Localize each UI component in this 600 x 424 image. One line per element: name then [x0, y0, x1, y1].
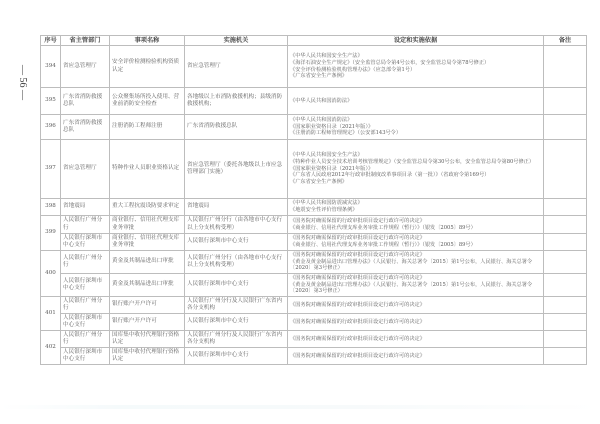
basis-line: 《黄金及黄金制品进出口管理办法》（人民银行、海关总署令〔2015〕第1号公布，人民银行、海关总署令〔2020〕第3号修正）: [290, 281, 533, 295]
agency-cell: 人民银行广州分行（由各地市中心支行以上分支机构受理）: [185, 251, 288, 274]
basis-line: 《地震安全性评价管理条例》: [290, 207, 358, 213]
agency-cell: 人民银行深圳市中心支行: [185, 234, 288, 251]
basis-line: 《中华人民共和国安全生产法》: [290, 152, 363, 159]
approval-items-table: [40, 35, 587, 365]
table-row: [41, 297, 587, 314]
agency-cell: 人民银行广州分行（由各地市中心支行以上分支机构受理）: [185, 216, 288, 234]
row-number: 400: [41, 251, 61, 297]
basis-cell: [288, 216, 544, 234]
note-cell: [544, 331, 587, 348]
basis-line: 《国务院对确需保留的行政审批项目设定行政许可的决定》: [290, 301, 425, 308]
header-item: 事项名称: [110, 36, 185, 46]
header-basis: 设定和实施依据: [288, 36, 544, 46]
basis-cell: [288, 251, 544, 274]
agency-cell: 人民银行深圳市中心支行: [185, 314, 288, 331]
basis-line: 《国务院对确需保留的行政审批项目设定行政许可的决定》: [290, 251, 425, 258]
note-cell: [544, 274, 587, 297]
table-row: [41, 251, 587, 274]
row-number: 396: [41, 115, 61, 140]
table-row: [41, 274, 587, 297]
row-number: 394: [41, 46, 61, 88]
item-name-cell: 国库集中收付代理银行资格认定: [110, 331, 185, 348]
basis-line: 《广东省安全生产条例》: [290, 73, 348, 80]
agency-cell: 各地级以上市消防救援机构；县级消防救援机构；: [185, 88, 288, 115]
dept-cell: 省应急管理厅: [61, 140, 110, 199]
basis-line: 《中华人民共和国消防法》: [290, 97, 353, 104]
scan-edge: [0, 405, 600, 409]
basis-line: 《中华人民共和国安全生产法》: [290, 53, 363, 60]
note-cell: [544, 115, 587, 140]
dept-cell: 人民银行深圳市中心支行: [61, 348, 110, 365]
basis-line: 《广东省安全生产条例》: [290, 179, 348, 186]
agency-cell: 省地震局: [185, 199, 288, 216]
basis-line: 《中华人民共和国消防法》: [290, 116, 353, 123]
basis-line: 《安全评价检测检验机构管理办法》（应急部令第1号）: [290, 66, 416, 73]
page-number: — 56 —: [17, 64, 28, 100]
note-cell: [544, 234, 587, 251]
header-note: 备注: [544, 36, 587, 46]
note-cell: [544, 216, 587, 234]
note-cell: [544, 88, 587, 115]
dept-cell: 人民银行广州分行: [61, 216, 110, 234]
basis-line: 《商业银行、信用社代理支库业务审批工作规程（暂行）》（银发〔2005〕89号）: [290, 242, 476, 248]
item-name-cell: 银行账户开户许可: [110, 297, 185, 314]
table-row: [41, 348, 587, 365]
table-row: [41, 234, 587, 251]
agency-cell: 广东省消防救援总队: [185, 115, 288, 140]
table-row: [41, 331, 587, 348]
basis-line: 《特种作业人员安全技术培训考核管理规定》（安全监管总局令第30号公布，安全监管总局令第80号修正）: [290, 158, 535, 165]
note-cell: [544, 199, 587, 216]
item-name-cell: 公众聚集场所投入使用、营业前消防安全检查: [110, 88, 185, 115]
table-row: [41, 88, 587, 115]
table-row: [41, 46, 587, 88]
table-row: [41, 216, 587, 234]
basis-cell: [288, 331, 544, 348]
basis-cell: [288, 199, 544, 216]
dept-cell: 人民银行广州分行: [61, 251, 110, 274]
basis-line: 《中华人民共和国防震减灾法》: [290, 200, 363, 207]
basis-line: 《国务院对确需保留的行政审批项目设定行政许可的决定》: [290, 274, 425, 281]
dept-cell: 人民银行深圳市中心支行: [61, 274, 110, 297]
row-number: 397: [41, 140, 61, 199]
row-number: 399: [41, 216, 61, 251]
agency-cell: 人民银行广州分行及人民银行广东省内各分支机构: [185, 331, 288, 348]
table-row: [41, 140, 587, 199]
basis-cell: [288, 46, 544, 88]
item-name-cell: 银行账户开户许可: [110, 314, 185, 331]
basis-line: 《商业银行、信用社代理支库业务审批工作规程（暂行）》（银发〔2005〕89号）: [290, 224, 476, 231]
basis-line: 《国务院对确需保留的行政审批项目设定行政许可的决定》: [290, 235, 425, 242]
header-dept: 省主管部门: [61, 36, 110, 46]
dept-cell: 省地震局: [61, 199, 110, 216]
note-cell: [544, 314, 587, 331]
header-agency: 实施机关: [185, 36, 288, 46]
table-row: [41, 314, 587, 331]
item-name-cell: 重大工程抗震设防要求审定: [110, 199, 185, 216]
row-number: 398: [41, 199, 61, 216]
basis-cell: [288, 140, 544, 199]
agency-cell: 省应急管理厅: [185, 46, 288, 88]
basis-line: 《广东省人民政府2012年行政审批制度改革事项目录（第一批）》（省政府令第169号）: [290, 172, 490, 179]
agency-cell: 人民银行深圳市中心支行: [185, 348, 288, 365]
table-row: [41, 115, 587, 140]
dept-cell: 人民银行广州分行: [61, 331, 110, 348]
item-name-cell: 国库集中收付代理银行资格认定: [110, 348, 185, 365]
row-number: 402: [41, 331, 61, 365]
agency-cell: 人民银行广州分行及人民银行广东省内各分支机构: [185, 297, 288, 314]
basis-line: 《注册消防工程师管理规定》（公安部143号令）: [290, 130, 402, 137]
item-name-cell: 黄金及其制品进出口审批: [110, 251, 185, 274]
dept-cell: 人民银行深圳市中心支行: [61, 234, 110, 251]
item-name-cell: 商业银行、信用社代理支库业务审批: [110, 216, 185, 234]
basis-cell: [288, 234, 544, 251]
note-cell: [544, 140, 587, 199]
table-header-row: [41, 36, 587, 46]
dept-cell: 人民银行深圳市中心支行: [61, 314, 110, 331]
basis-line: 《国家职业资格目录（2021年版）》: [290, 165, 374, 172]
item-name-cell: 注册消防工程师注册: [110, 115, 185, 140]
basis-line: 《黄金及黄金制品进出口管理办法》（人民银行、海关总署令〔2015〕第1号公布，人民银行、海关总署令〔2020〕第3号修正）: [290, 258, 533, 272]
item-name-cell: 黄金及其制品进出口审批: [110, 274, 185, 297]
basis-line: 《国务院对确需保留的行政审批项目设定行政许可的决定》: [290, 335, 425, 342]
row-number: 401: [41, 297, 61, 331]
table-row: [41, 199, 587, 216]
agency-cell: 人民银行深圳市中心支行: [185, 274, 288, 297]
item-name-cell: 特种作业人员职业资格认定: [110, 140, 185, 199]
basis-cell: [288, 297, 544, 314]
basis-cell: [288, 274, 544, 297]
basis-line: 《国家职业资格目录（2021年版）》: [290, 123, 374, 130]
item-name-cell: 安全评价检测检验机构资质认定: [110, 46, 185, 88]
header-no: 序号: [41, 36, 61, 46]
basis-line: 《海洋石油安全生产规定》（安全监管总局令第4号公布，安全监管总局令第78号修正）: [290, 59, 490, 66]
dept-cell: 广东省消防救援总队: [61, 88, 110, 115]
basis-cell: [288, 314, 544, 331]
basis-line: 《国务院对确需保留的行政审批项目设定行政许可的决定》: [290, 217, 425, 224]
note-cell: [544, 46, 587, 88]
basis-line: 《国务院对确需保留的行政审批项目设定行政许可的决定》: [290, 352, 425, 359]
row-number: 395: [41, 88, 61, 115]
note-cell: [544, 348, 587, 365]
agency-cell: 省应急管理厅（委托各地级以上市应急管理部门实施）: [185, 140, 288, 199]
dept-cell: 省应急管理厅: [61, 46, 110, 88]
dept-cell: 广东省消防救援总队: [61, 115, 110, 140]
note-cell: [544, 297, 587, 314]
dept-cell: 人民银行广州分行: [61, 297, 110, 314]
basis-line: 《国务院对确需保留的行政审批项目设定行政许可的决定》: [290, 318, 425, 325]
note-cell: [544, 251, 587, 274]
basis-cell: [288, 115, 544, 140]
item-name-cell: 商业银行、信用社代理支库业务审批: [110, 234, 185, 251]
basis-cell: [288, 88, 544, 115]
basis-cell: [288, 348, 544, 365]
